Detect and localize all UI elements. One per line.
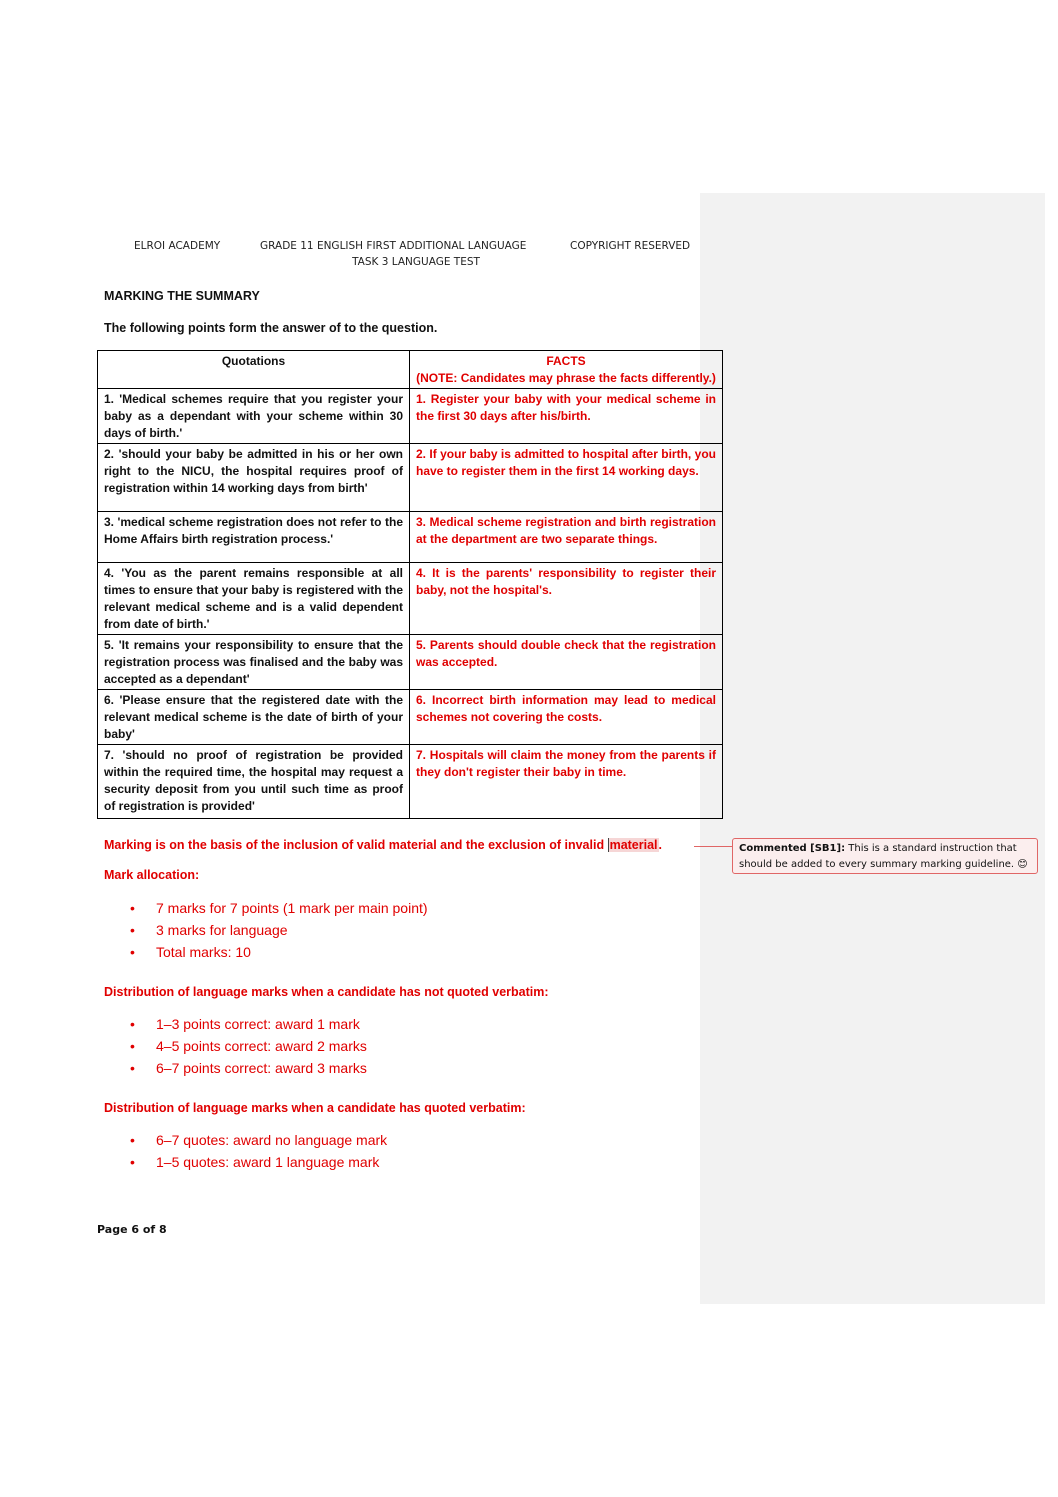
list-item: • 1–3 points correct: award 1 mark	[128, 1013, 367, 1035]
table-row	[98, 563, 723, 635]
comment-balloon[interactable]	[732, 838, 1038, 874]
facts-title: FACTS	[546, 354, 586, 368]
fact-cell: 7. Hospitals will claim the money from the parents if they don't register their baby in time.	[410, 745, 723, 819]
intro-text: The following points form the answer of to the question.	[104, 321, 438, 335]
fact-cell: 5. Parents should double check that the registration was accepted.	[410, 635, 723, 690]
fact-cell: 2. If your baby is admitted to hospital after birth, you have to register them in the first 14 working days.	[410, 444, 723, 512]
table-row	[98, 745, 723, 819]
fact-cell: 6. Incorrect birth information may lead to medical schemes not covering the costs.	[410, 690, 723, 745]
list-item: • 1–5 quotes: award 1 language mark	[128, 1151, 387, 1173]
comment-connector	[694, 846, 732, 847]
facts-note: (NOTE: Candidates may phrase the facts differently.)	[416, 371, 716, 385]
table-header-row	[98, 351, 723, 389]
verbatim-title: Distribution of language marks when a candidate has quoted verbatim:	[104, 1101, 526, 1115]
list-item: • Total marks: 10	[128, 941, 428, 963]
quote-cell: 3. 'medical scheme registration does not refer to the Home Affairs birth registration process.'	[98, 512, 410, 563]
page-number: Page 6 of 8	[97, 1223, 167, 1236]
not-verbatim-list	[128, 1013, 367, 1079]
column-header-facts	[410, 351, 723, 389]
table-row	[98, 512, 723, 563]
header-school: ELROI ACADEMY	[134, 240, 221, 252]
comment-pane	[700, 193, 1045, 1304]
fact-cell: 4. It is the parents' responsibility to register their baby, not the hospital's.	[410, 563, 723, 635]
verbatim-list	[128, 1129, 387, 1173]
fact-cell: 1. Register your baby with your medical scheme in the first 30 days after his/birth.	[410, 389, 723, 444]
list-item: • 4–5 points correct: award 2 marks	[128, 1035, 367, 1057]
marking-note-end: .	[658, 838, 663, 852]
header-task: TASK 3 LANGUAGE TEST	[352, 256, 480, 268]
list-item: • 6–7 points correct: award 3 marks	[128, 1057, 367, 1079]
not-verbatim-title: Distribution of language marks when a candidate has not quoted verbatim:	[104, 985, 549, 999]
table-row	[98, 444, 723, 512]
table-row	[98, 690, 723, 745]
quote-cell: 5. 'It remains your responsibility to ensure that the registration process was finalised and the baby was accepted as a dependant'	[98, 635, 410, 690]
comment-author: Commented [SB1]:	[739, 843, 846, 854]
mark-allocation-list	[128, 897, 428, 963]
mark-allocation-title: Mark allocation:	[104, 868, 200, 882]
marking-note-text: Marking is on the basis of the inclusion of valid material and the exclusion of invalid	[104, 838, 608, 852]
quote-cell: 6. 'Please ensure that the registered date with the relevant medical scheme is the date of birth of your baby'	[98, 690, 410, 745]
marking-note	[104, 838, 662, 852]
page-title: MARKING THE SUMMARY	[104, 289, 260, 303]
list-item: • 7 marks for 7 points (1 mark per main point)	[128, 897, 428, 919]
header-grade: GRADE 11 ENGLISH FIRST ADDITIONAL LANGUAGE	[260, 240, 527, 252]
quote-cell: 7. 'should no proof of registration be provided within the required time, the hospital may request a security deposit from you until such time as proof of registration is provided'	[98, 745, 410, 819]
table-row	[98, 635, 723, 690]
page-header	[96, 240, 726, 268]
quote-cell: 4. 'You as the parent remains responsible at all times to ensure that your baby is registered with the relevant medical scheme and is a valid dependent from date of birth.'	[98, 563, 410, 635]
header-copyright: COPYRIGHT RESERVED	[570, 240, 691, 252]
summary-table	[97, 350, 723, 819]
list-item: • 6–7 quotes: award no language mark	[128, 1129, 387, 1151]
quote-cell: 1. 'Medical schemes require that you register your baby as a dependant with your scheme within 30 days of birth.'	[98, 389, 410, 444]
comment-text: This is a standard instruction that should be added to every summary marking guideline. 😊	[739, 843, 1028, 870]
fact-cell: 3. Medical scheme registration and birth registration at the department are two separate things.	[410, 512, 723, 563]
column-header-quotations: Quotations	[98, 351, 410, 389]
list-item: • 3 marks for language	[128, 919, 428, 941]
table-row	[98, 389, 723, 444]
comment-anchor-highlight[interactable]: material	[609, 838, 658, 852]
quote-cell: 2. 'should your baby be admitted in his or her own right to the NICU, the hospital requires proof of registration within 14 working days from birth'	[98, 444, 410, 512]
